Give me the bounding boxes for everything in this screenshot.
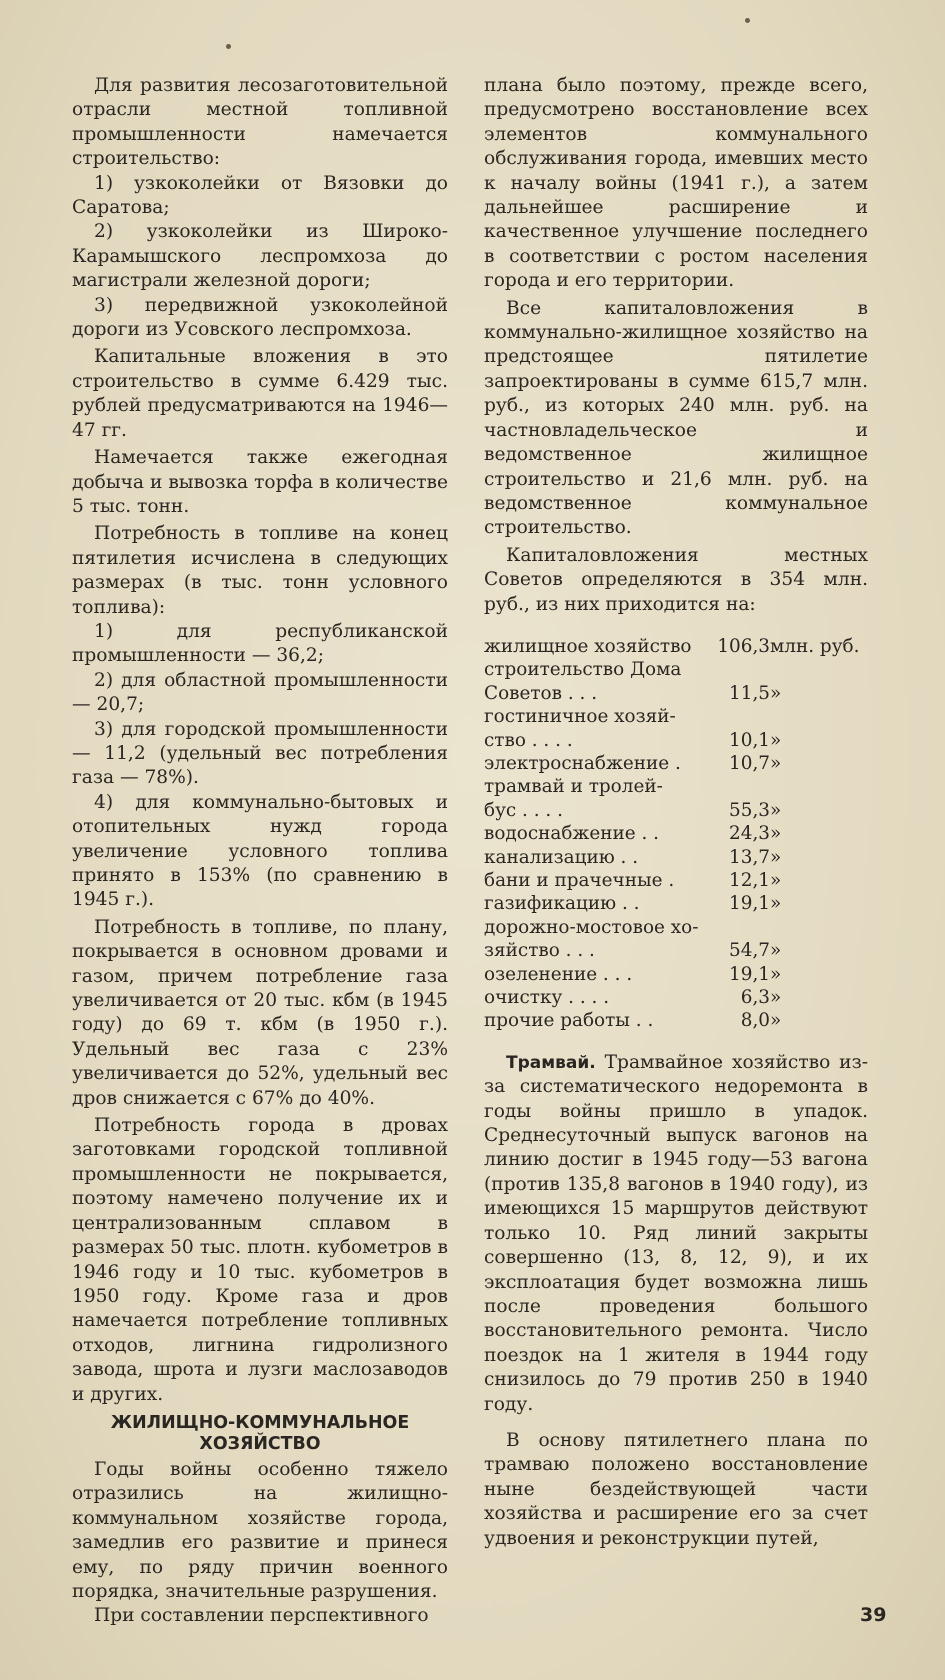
table-row [484,658,868,681]
item-unit: » [770,987,782,1009]
item-value: 12,1 [729,870,770,891]
item-label: озеленение . . . [484,963,633,985]
list-item: 1) для республиканской промышленности — 36,2; [72,620,448,667]
item-value: 24,3 [729,823,770,845]
table-row [484,963,868,986]
list-item: 3) для городской промышленности — 11,2 (удельный вес потребления газа — 78%). [72,718,448,789]
paragraph: В основу пятилетнего плана по трамваю положено восстановление ныне бездействующей части хозяйства и расширение его за счет удвоения и реконструкции путей, [484,1429,868,1549]
paragraph: плана было поэтому, прежде всего, предусмотрено восстановление всех элементов коммунального обслуживания города, имевших место к началу войны (1941 г.), а затем дальнейшее расширение и качественное улучшение последнего в соответствии с ростом населения города и его территории. [484,75,868,292]
table-row [484,916,868,939]
item-value: 106,3 [717,635,770,657]
section-heading: ЖИЛИЩНО-КОММУНАЛЬНОЕ ХОЗЯЙСТВО [110,1412,410,1454]
paper-speck [745,18,750,23]
item-unit: » [770,729,782,751]
table-row [484,775,868,798]
item-value: 19,1 [729,963,770,985]
item-value: 55,3 [729,799,770,821]
item-value: 10,7 [729,752,770,774]
item-value: 6,3 [740,987,770,1009]
item-unit: » [770,870,782,891]
item-label: прочие работы . . [484,1010,654,1032]
item-label: бани и прачечные . [484,870,675,891]
paragraph: При составлении перспективного [94,1605,429,1627]
paragraph: Капиталовложения местных Советов определяются в 354 млн. руб., из них приходится на: [484,544,868,615]
item-label: дорожно-мостовое хо- [484,916,699,938]
paragraph: Все капиталовложения в коммунально-жилищное хозяйство на предстоящее пятилетие запроектированы в сумме 615,7 млн. руб., из которых 240 млн. руб. на частновладельческое и ведомственное жилищное строительство и 21,6 млн. руб. на ведомственное коммунальное строительство. [484,297,868,539]
table-row [484,682,868,705]
list-item: 2) для областной промышленности — 20,7; [72,669,448,716]
item-label: ство . . . . [484,729,573,751]
list-item: 2) узкоколейки из Широко-Карамышского леспромхоза до магистрали железной дороги; [72,221,448,292]
item-value: 13,7 [729,846,770,868]
paragraph: Потребность в топливе на конец пятилетия исчислена в следующих размерах (в тыс. тонн условного топлива): [72,523,448,618]
table-row [484,705,868,728]
item-label: жилищное хозяйство [484,635,692,657]
item-value: 8,0 [740,1010,770,1032]
item-label: строительство Дома [484,659,682,681]
left-column [72,74,448,1629]
table-row [484,846,868,869]
table-row [484,892,868,915]
table-row [484,635,868,658]
paragraph: Капитальные вложения в это строительство в сумме 6.429 тыс. рублей предусматриваются на 1946—47 гг. [72,346,448,441]
item-label: электроснабжение . [484,752,681,774]
item-label: водоснабжение . . [484,823,659,845]
right-column [484,74,868,1551]
investment-table [484,635,868,1033]
paragraph: Для развития лесозаготовительной отрасли местной топливной промышленности намечается строительство: [72,75,448,170]
item-unit: » [770,893,782,915]
item-unit: млн. руб. [770,635,860,657]
item-value: 54,7 [729,940,770,962]
item-label: газификацию . . [484,893,640,915]
paragraph: Годы войны особенно тяжело отразились на жилищно-коммунальном хозяйстве города, замедлив его развитие и принеся ему, по ряду причин военного порядка, значительные разрушения. [72,1458,448,1602]
table-row [484,939,868,962]
item-unit: » [770,823,782,845]
item-value: 10,1 [729,729,770,751]
item-unit: » [770,1010,782,1032]
list-item: 4) для коммунально-бытовых и отопительных нужд города увеличение условного топлива принято в 153% (по сравнению в 1945 г.). [72,791,448,911]
list-item: 3) передвижной узкоколейной дороги из Усовского леспромхоза. [72,294,448,341]
item-label: гостиничное хозяй- [484,706,676,728]
item-unit: » [770,799,782,821]
table-row [484,729,868,752]
table-row [484,869,868,892]
table-row [484,752,868,775]
paragraph [484,1051,868,1417]
item-label: бус . . . . [484,799,563,821]
table-row [484,799,868,822]
paragraph-text: Трамвайное хозяйство из-за систематического недоремонта в годы войны пришло в упадок. Среднесуточный выпуск вагонов на линию достиг в 1945 году—53 вагона (против 135,8 вагонов в 1940 году), из имеющихся 15 маршрутов действуют только 10. Ряд линий закрыты совершенно (13, 8, 12, 9), и их эксплоатация будет возможна лишь после проведения большого восстановительного ремонта. Число поездок на 1 жителя в 1944 году снизилось до 79 против 250 в 1940 году. [484,1051,868,1415]
item-value: 19,1 [729,893,770,915]
item-label: зяйство . . . [484,940,595,962]
table-row [484,1009,868,1032]
table-row [484,986,868,1009]
paragraph: Потребность города в дровах заготовками городской топливной промышленности не покрывается, поэтому намечено получение их и централизованным сплавом в размерах 50 тыс. плотн. кубометров в 1946 году и 10 тыс. кубометров в 1950 году. Кроме газа и дров намечается потребление топливных отходов, лигнина гидролизного завода, шрота и лузги маслозаводов и других. [72,1115,448,1405]
page-number: 39 [860,1604,887,1626]
item-label: Советов . . . [484,682,598,704]
paper-speck [226,44,231,49]
list-item: 1) узкоколейки от Вязовки до Саратова; [72,172,448,219]
paragraph: Намечается также ежегодная добыча и вывозка торфа в количестве 5 тыс. тонн. [72,447,448,517]
table-row [484,822,868,845]
run-in-heading: Трамвай. [506,1052,596,1073]
item-unit: » [770,682,782,704]
item-label: очистку . . . . [484,987,610,1009]
item-label: канализацию . . [484,846,639,868]
item-label: трамвай и тролей- [484,776,663,798]
item-unit: » [770,940,782,962]
item-unit: » [770,752,782,774]
item-unit: » [770,963,782,985]
item-value: 11,5 [729,682,770,704]
paragraph: Потребность в топливе, по плану, покрывается в основном дровами и газом, причем потребление газа увеличивается от 20 тыс. кбм (в 1945 году) до 69 т. кбм (в 1950 г.). Удельный вес газа с 23% увеличивается до 52%, удельный вес дров снижается с 67% до 40%. [72,916,448,1109]
item-unit: » [770,846,782,868]
